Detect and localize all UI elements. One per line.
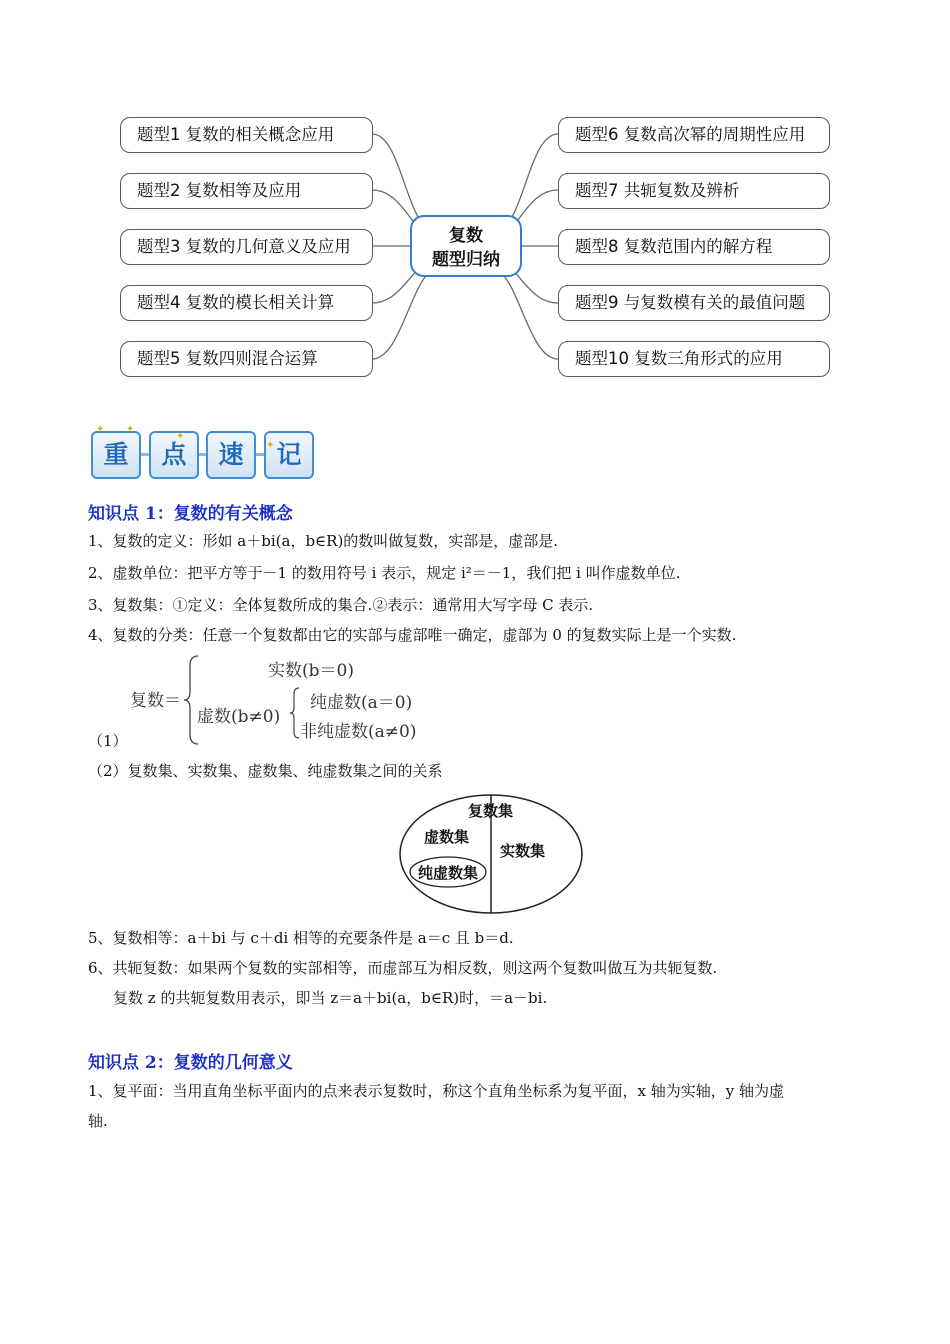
paragraph-conjugate-notation: 复数 z 的共轭复数用表示，即当 z＝a＋bi(a，b∈R)时，＝a－bi. [113, 989, 548, 1007]
sparkle-icon: ✦ [126, 424, 135, 435]
venn-complex-set: 复数集 [468, 802, 514, 820]
mindmap-topic-10: 题型10 复数三角形式的应用 [558, 341, 830, 377]
mindmap-topic-2: 题型2 复数相等及应用 [120, 173, 373, 209]
mindmap-center-line1: 复数 [449, 226, 483, 246]
item-1-label: （1） [88, 732, 128, 750]
mindmap-topic-8: 题型8 复数范围内的解方程 [558, 229, 830, 265]
paragraph-imaginary-unit: 2、虚数单位：把平方等于－1 的数用符号 i 表示，规定 i²＝－1，我们把 i 叫作虚数单位. [88, 564, 681, 582]
mindmap-topic-4: 题型4 复数的模长相关计算 [120, 285, 373, 321]
banner-char-2: 点 [149, 431, 199, 479]
venn-imag-set: 虚数集 [424, 828, 470, 846]
venn-pure-imag-set: 纯虚数集 [418, 864, 479, 882]
sparkle-icon: ✦ [176, 431, 185, 442]
paragraph-conjugate: 6、共轭复数：如果两个复数的实部相等，而虚部互为相反数，则这两个复数叫做互为共轭复数. [88, 959, 718, 977]
paragraph-complex-set: 3、复数集：①定义：全体复数所成的集合.②表示：通常用大写字母 C 表示. [88, 596, 594, 614]
section-heading-1: 知识点 1：复数的有关概念 [88, 504, 293, 524]
brace-icon [182, 654, 202, 746]
sparkle-icon: ✦ [96, 424, 105, 435]
class-imag: 虚数(b≠0) [197, 707, 281, 727]
banner-char-1: 重 [91, 431, 141, 479]
mindmap-topic-6: 题型6 复数高次幂的周期性应用 [558, 117, 830, 153]
banner-char-4: 记 [264, 431, 314, 479]
mindmap-topic-3: 题型3 复数的几何意义及应用 [120, 229, 373, 265]
mindmap-topic-5: 题型5 复数四则混合运算 [120, 341, 373, 377]
paragraph-complex-plane-cont: 轴. [88, 1112, 108, 1130]
mindmap-center-line2: 题型归纳 [432, 250, 500, 270]
class-nonpure: 非纯虚数(a≠0) [300, 722, 417, 742]
section-heading-2: 知识点 2：复数的几何意义 [88, 1053, 293, 1073]
paragraph-classification: 4、复数的分类：任意一个复数都由它的实部与虚部唯一确定，虚部为 0 的复数实际上是一个实数. [88, 626, 737, 644]
sparkle-icon: ✦ [266, 440, 275, 451]
brace-icon [288, 686, 302, 740]
mindmap-topic-1: 题型1 复数的相关概念应用 [120, 117, 373, 153]
mindmap-topic-9: 题型9 与复数模有关的最值问题 [558, 285, 830, 321]
item-2-text: （2）复数集、实数集、虚数集、纯虚数集之间的关系 [88, 762, 443, 780]
paragraph-definition: 1、复数的定义：形如 a＋bi(a，b∈R)的数叫做复数，实部是，虚部是. [88, 532, 559, 550]
banner-char-3: 速 [206, 431, 256, 479]
paragraph-complex-plane: 1、复平面：当用直角坐标平面内的点来表示复数时，称这个直角坐标系为复平面，x 轴为实轴，y 轴为虚 [88, 1082, 785, 1100]
venn-real-set: 实数集 [500, 842, 546, 860]
mindmap-center [410, 215, 522, 277]
class-pure: 纯虚数(a＝0) [310, 693, 413, 713]
mindmap-topic-7: 题型7 共轭复数及辨析 [558, 173, 830, 209]
class-root: 复数＝ [130, 691, 181, 711]
class-real: 实数(b＝0) [268, 661, 354, 681]
paragraph-equality: 5、复数相等：a＋bi 与 c＋di 相等的充要条件是 a＝c 且 b＝d. [88, 929, 514, 947]
